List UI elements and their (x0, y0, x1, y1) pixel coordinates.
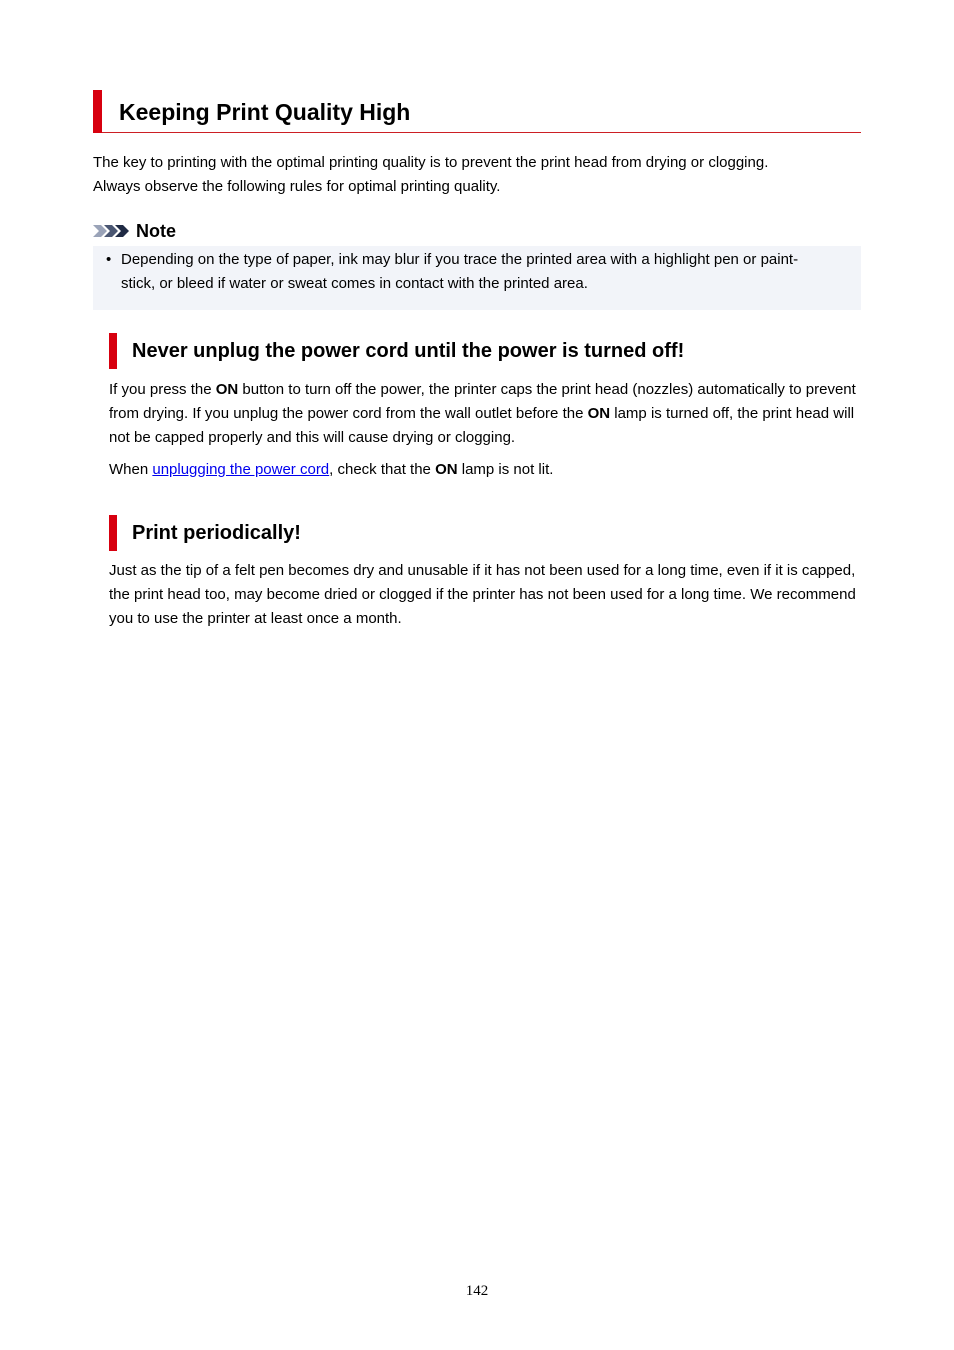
page-title: Keeping Print Quality High (119, 99, 411, 125)
on-lamp-label: ON (435, 461, 458, 478)
intro-paragraph (93, 151, 861, 199)
page-title-block (93, 90, 861, 133)
page-number: 142 (465, 1283, 489, 1299)
section-heading-text: Print periodically! (132, 522, 301, 544)
unplugging-power-cord-link[interactable]: unplugging the power cord (152, 461, 330, 478)
title-accent-bar (93, 90, 102, 133)
print-periodically-paragraph: Just as the tip of a felt pen becomes dry and unusable if it has not been used for a long time, even if it is capped, the print head too, may become dried or clogged if the printer has not been used for a long time. We recommend you to use the printer at least once a month. (109, 562, 856, 627)
intro-line-2: Always observe the following rules for optimal printing quality. (93, 178, 501, 195)
section-accent-bar (109, 515, 117, 551)
power-cord-paragraph (109, 378, 865, 450)
note-header (93, 219, 176, 243)
text-run: button to turn off the power, the printer caps the print head (nozzles) automatically to prevent from drying. If you unplug the power cord from the wall outlet before the (109, 381, 856, 422)
note-label: Note (136, 221, 176, 241)
section-accent-bar (109, 333, 117, 369)
text-run: If you press the (109, 381, 216, 398)
note-bullet: • (106, 251, 112, 268)
unplug-check-paragraph (109, 458, 865, 482)
note-chevrons-icon (93, 223, 131, 239)
on-lamp-label: ON (587, 405, 611, 422)
text-run: , check that the (329, 461, 436, 478)
text-run: lamp is turned off, the print head will not be capped properly and this will cause drying or clogging. (109, 405, 855, 446)
note-box (93, 246, 861, 310)
text-run: When (109, 461, 153, 478)
intro-line-1: The key to printing with the optimal printing quality is to prevent the print head from drying or clogging. (93, 154, 769, 171)
section-heading-text: Never unplug the power cord until the power is turned off! (132, 340, 685, 362)
text-run: lamp is not lit. (457, 461, 554, 478)
note-text: Depending on the type of paper, ink may blur if you trace the printed area with a highlight pen or paint-stick, or bleed if water or sweat comes in contact with the printed area. (121, 251, 799, 292)
on-button-label: ON (215, 381, 239, 398)
